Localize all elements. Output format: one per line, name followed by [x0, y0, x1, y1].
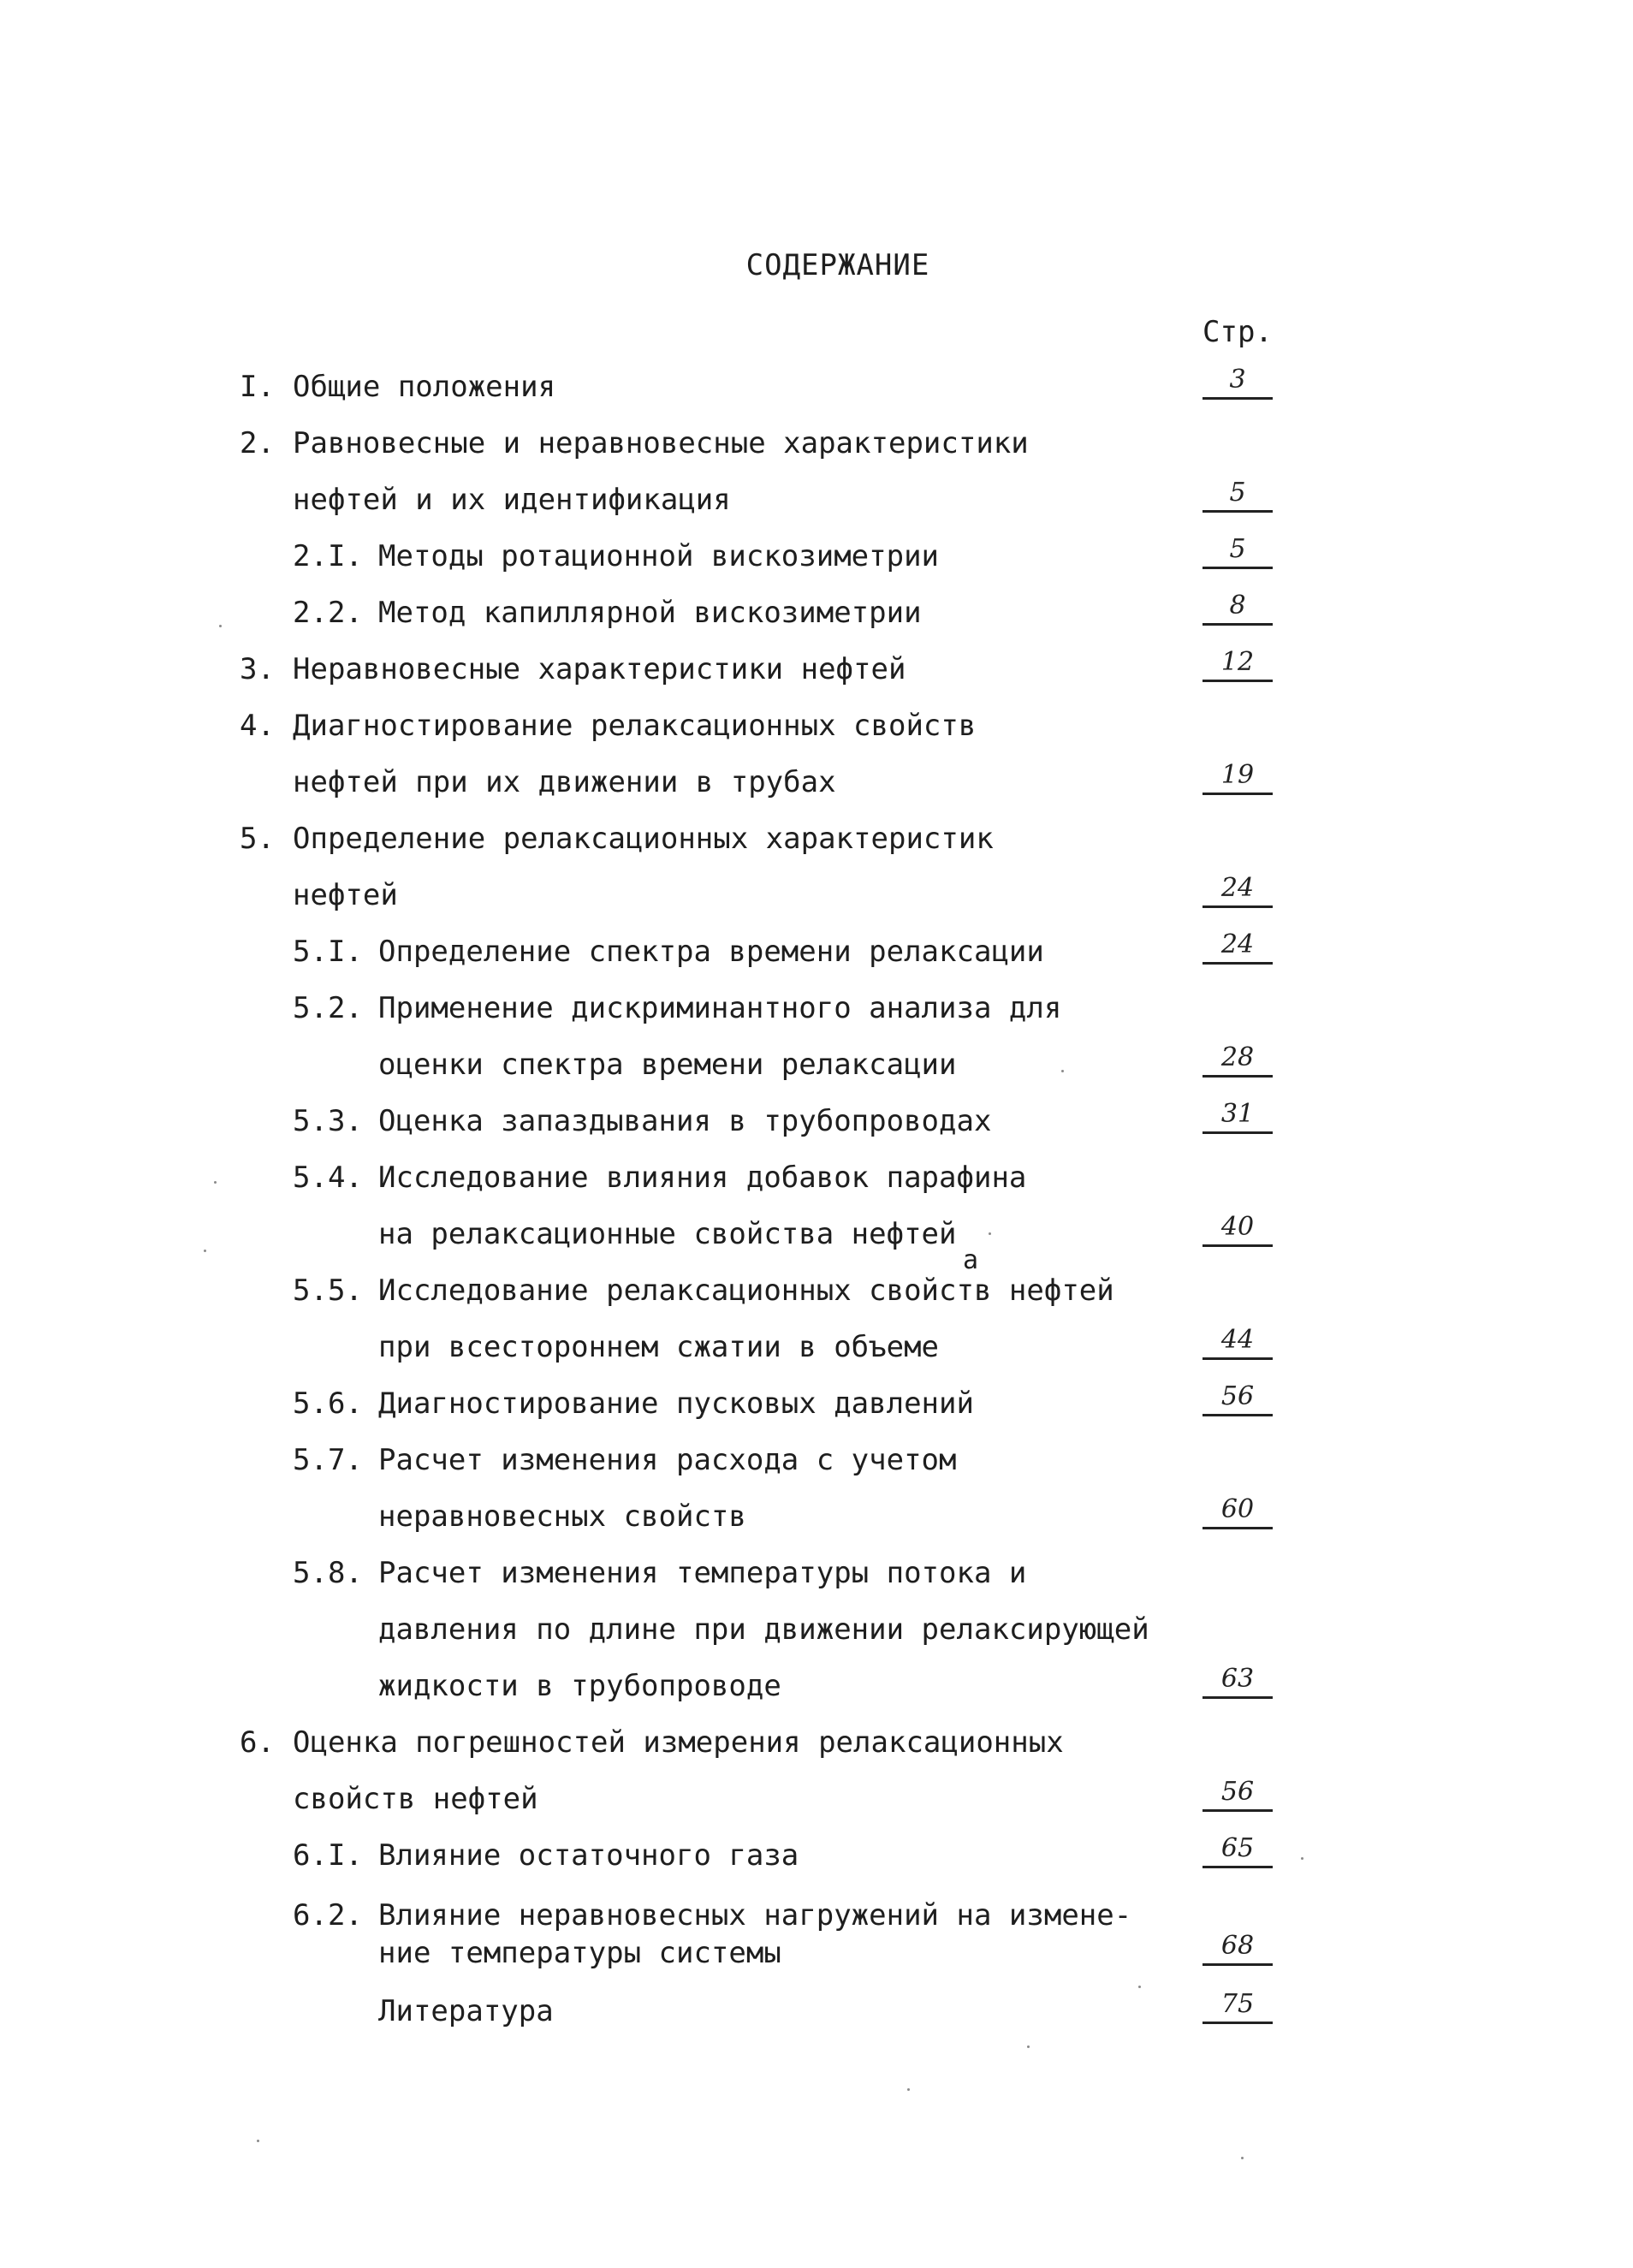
toc-entry-text: свойств нефтей: [293, 1782, 538, 1816]
toc-entry-text: Исследование влияния добавок парафина: [378, 1161, 1027, 1195]
scan-speck: [214, 1181, 217, 1184]
toc-entry-2-2: [0, 591, 1633, 652]
toc-entry-number: 5.7.: [293, 1443, 363, 1477]
toc-entry-5-2: [0, 991, 1633, 1048]
toc-entry-text: Определение релаксационных характеристик: [293, 822, 994, 856]
toc-entry-5-4: [0, 1161, 1633, 1217]
toc-page-number: 3: [1202, 365, 1273, 395]
toc-entry-3: [0, 647, 1633, 709]
toc-page-number: 40: [1202, 1212, 1273, 1242]
toc-page-number: 5: [1202, 478, 1273, 508]
toc-entry-number: 5.I.: [293, 935, 363, 969]
toc-entry-5-8-cont-1: [0, 1612, 1633, 1669]
scan-speck: [257, 2140, 259, 2142]
toc-entry-number: I.: [240, 370, 275, 404]
toc-entry-number: 3.: [240, 652, 275, 686]
toc-entry-text: Равновесные и неравновесные характеристики: [293, 426, 1029, 460]
toc-entry-text: Расчет изменения температуры потока и: [378, 1556, 1027, 1590]
toc-entry-text: Общие положения: [293, 370, 556, 404]
toc-page-number: 56: [1202, 1381, 1273, 1411]
toc-entry-literature: [0, 1989, 1633, 2051]
toc-page-number: 31: [1202, 1099, 1273, 1129]
toc-entry-5-6: [0, 1381, 1633, 1443]
toc-entry-number: 5.2.: [293, 991, 363, 1025]
toc-entry-number: 2.I.: [293, 539, 363, 573]
toc-entry-text: неравновесных свойств: [378, 1499, 746, 1534]
toc-entry-2-1: [0, 534, 1633, 596]
scan-speck: [219, 625, 222, 627]
toc-entry-number: 5.3.: [293, 1104, 363, 1138]
toc-entry-text: давления по длине при движении релаксирующей: [378, 1612, 1149, 1647]
toc-entry-text: жидкости в трубопроводе: [378, 1669, 781, 1703]
toc-entry-text: Влияние остаточного газа: [378, 1838, 799, 1873]
toc-entry-number: 5.4.: [293, 1161, 363, 1195]
toc-entry-text: при всестороннем сжатии в объеме: [378, 1330, 940, 1364]
toc-entry-text: нефтей при их движении в трубах: [293, 765, 836, 799]
toc-page-number: 5: [1202, 534, 1273, 564]
scan-speck: [907, 2088, 910, 2091]
toc-entry-number: 5.5.: [293, 1274, 363, 1308]
toc-entry-5-2-cont: [0, 1042, 1633, 1104]
toc-page-number: 75: [1202, 1989, 1273, 2019]
toc-entry-text: Литература: [378, 1994, 554, 2028]
toc-entry-6-2-cont: [0, 1931, 1633, 1992]
toc-entry-text: оценки спектра времени релаксации: [378, 1048, 957, 1082]
toc-entry-number: 5.8.: [293, 1556, 363, 1590]
toc-entry-number: 6.2.: [293, 1898, 363, 1933]
stray-letter-mark: а: [963, 1245, 979, 1275]
toc-entry-text: ние температуры системы: [378, 1936, 781, 1970]
toc-entry-text: Метод капиллярной вискозиметрии: [378, 596, 922, 630]
scan-speck: [1027, 2045, 1030, 2048]
toc-entry-4: [0, 709, 1633, 765]
toc-entry-text: Диагностирование релаксационных свойств: [293, 709, 977, 743]
toc-entry-text: на релаксационные свойства нефтей: [378, 1217, 957, 1251]
toc-entry-5-8: [0, 1556, 1633, 1612]
toc-page-number: 19: [1202, 760, 1273, 790]
toc-entry-text: Оценка погрешностей измерения релаксационных: [293, 1725, 1064, 1760]
scan-speck: [1241, 2157, 1244, 2159]
scan-speck: [204, 1250, 206, 1252]
toc-page-number: 24: [1202, 929, 1273, 959]
scan-speck: [1061, 1070, 1064, 1072]
toc-page-number: 63: [1202, 1664, 1273, 1694]
toc-entry-text: нефтей: [293, 878, 398, 912]
toc-page-number: 68: [1202, 1931, 1273, 1961]
scan-speck: [1301, 1857, 1303, 1860]
toc-page-number: 24: [1202, 873, 1273, 903]
scan-speck: [1138, 1986, 1141, 1988]
toc-entry-2: [0, 426, 1633, 483]
scan-speck: [989, 1232, 991, 1235]
toc-entry-5-5: [0, 1274, 1633, 1330]
toc-page-number: 65: [1202, 1833, 1273, 1863]
toc-entry-text: Влияние неравновесных нагружений на измене-: [378, 1898, 1132, 1933]
toc-entry-number: 6.I.: [293, 1838, 363, 1873]
toc-entry-text: Применение дискриминантного анализа для: [378, 991, 1062, 1025]
toc-entry-text: Методы ротационной вискозиметрии: [378, 539, 940, 573]
toc-entry-5-8-cont-2: [0, 1664, 1633, 1725]
toc-entry-text: нефтей и их идентификация: [293, 483, 731, 517]
toc-page-number: 12: [1202, 647, 1273, 677]
toc-entry-5-7: [0, 1443, 1633, 1499]
toc-entry-5-7-cont: [0, 1494, 1633, 1556]
toc-entry-text: Исследование релаксационных свойств нефтей: [378, 1274, 1114, 1308]
toc-entry-number: 5.: [240, 822, 275, 856]
toc-entry-text: Неравновесные характеристики нефтей: [293, 652, 906, 686]
toc-page-number: 44: [1202, 1325, 1273, 1355]
toc-entry-text: Оценка запаздывания в трубопроводах: [378, 1104, 992, 1138]
toc-entry-number: 2.: [240, 426, 275, 460]
toc-entry-1: [0, 365, 1633, 426]
toc-entry-5-5-cont: [0, 1325, 1633, 1386]
toc-entry-4-cont: [0, 760, 1633, 822]
toc-entry-5-4-cont: [0, 1212, 1633, 1274]
toc-entry-5-cont: [0, 873, 1633, 935]
toc-page-number: 56: [1202, 1777, 1273, 1807]
toc-page-number: 60: [1202, 1494, 1273, 1524]
toc-entry-number: 5.6.: [293, 1386, 363, 1421]
toc-entry-6-1: [0, 1833, 1633, 1895]
toc-entry-5-3: [0, 1099, 1633, 1161]
toc-page-number: 28: [1202, 1042, 1273, 1072]
toc-entry-2-cont: [0, 478, 1633, 539]
toc-entry-number: 4.: [240, 709, 275, 743]
toc-entry-text: Расчет изменения расхода с учетом: [378, 1443, 957, 1477]
toc-entry-5-1: [0, 929, 1633, 991]
toc-entry-text: Определение спектра времени релаксации: [378, 935, 1044, 969]
page-title: СОДЕРЖАНИЕ: [745, 248, 930, 282]
toc-entry-5: [0, 822, 1633, 878]
toc-entry-6: [0, 1725, 1633, 1782]
toc-entry-text: Диагностирование пусковых давлений: [378, 1386, 974, 1421]
toc-entry-number: 6.: [240, 1725, 275, 1760]
toc-entry-number: 2.2.: [293, 596, 363, 630]
page-column-label: Стр.: [1202, 315, 1273, 349]
toc-page-number: 8: [1202, 591, 1273, 620]
toc-entry-6-cont: [0, 1777, 1633, 1838]
